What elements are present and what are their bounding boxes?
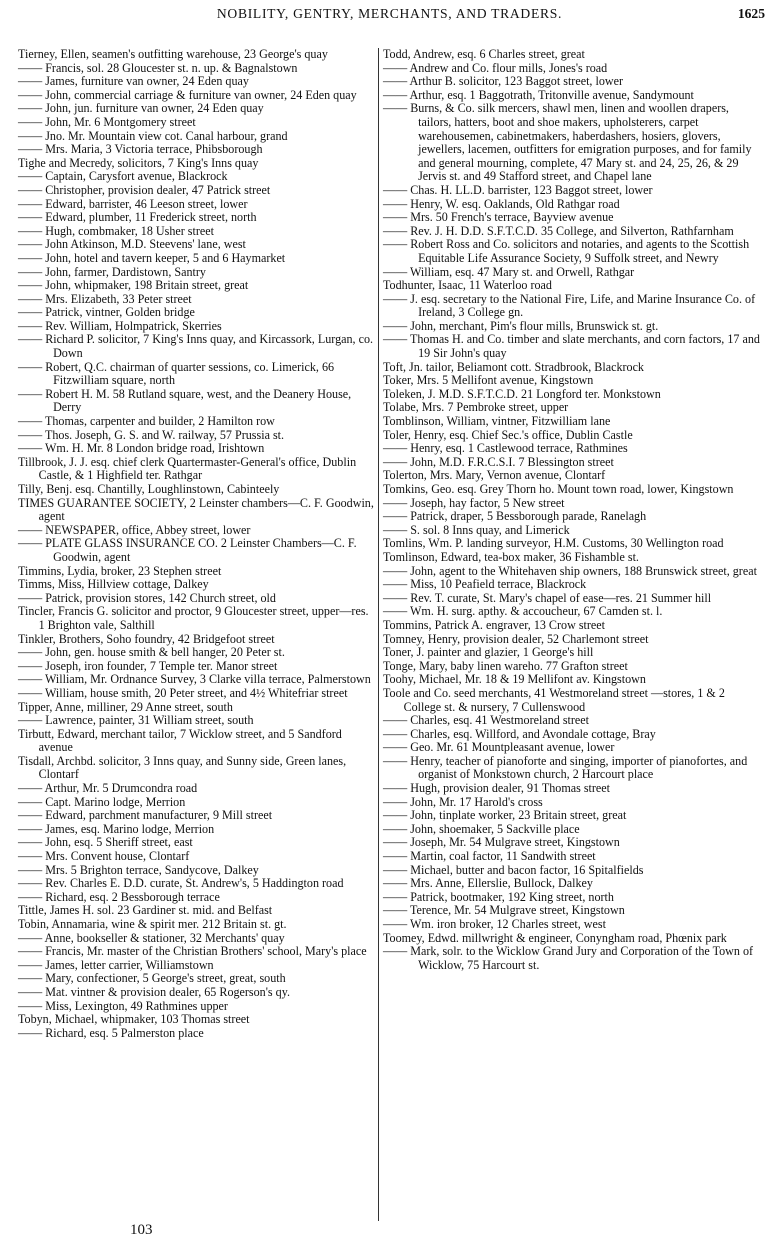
directory-entry: —— Francis, sol. 28 Gloucester st. n. up. & Bagnalstown (18, 60, 298, 75)
directory-entry: —— Charles, esq. 41 Westmoreland street (383, 713, 590, 728)
directory-entry: Toohy, Michael, Mr. 18 & 19 Mellifont av. Kingstown (383, 672, 646, 687)
directory-entry: —— Jno. Mr. Mountain view cot. Canal harbour, grand (18, 128, 288, 143)
directory-entry: —— Wm. H. surg. apthy. & accoucheur, 67 Camden st. l. (383, 604, 663, 619)
directory-entry: —— Arthur, Mr. 5 Drumcondra road (18, 781, 198, 796)
directory-entry: —— William, esq. 47 Mary st. and Orwell, Rathgar (383, 264, 635, 279)
directory-entry: Tillbrook, J. J. esq. chief clerk Quartermaster-General's office, Dublin Castle, & 1 Highfield ter. Rathgar (18, 454, 357, 483)
left-column (18, 48, 376, 1040)
directory-entry: —— Martin, coal factor, 11 Sandwith street (383, 849, 596, 864)
directory-entry: —— Thomas, carpenter and builder, 2 Hamilton row (18, 414, 275, 429)
directory-entry: Tipper, Anne, milliner, 29 Anne street, south (18, 699, 233, 714)
directory-entry: —— Richard P. solicitor, 7 King's Inns quay, and Kircassork, Lurgan, co. Down (18, 332, 374, 361)
directory-entry: Tittle, James H. sol. 23 Gardiner st. mid. and Belfast (18, 903, 273, 918)
directory-entry: —— Andrew and Co. flour mills, Jones's road (383, 60, 608, 75)
directory-entry: —— John, Mr. 17 Harold's cross (383, 794, 543, 809)
directory-entry: —— John, farmer, Dardistown, Santry (18, 264, 206, 279)
directory-entry: —— Arthur B. solicitor, 123 Baggot street, lower (383, 74, 624, 89)
directory-entry: Toner, J. painter and glazier, 1 George's hill (383, 645, 594, 660)
directory-entry: Tolabe, Mrs. 7 Pembroke street, upper (383, 400, 569, 415)
directory-entry: —— William, Mr. Ordnance Survey, 3 Clarke villa terrace, Palmerstown (18, 672, 371, 687)
page-number: 1625 (737, 6, 765, 21)
directory-entry: —— Wm. H. Mr. 8 London bridge road, Irishtown (18, 441, 265, 456)
directory-entry: Toole and Co. seed merchants, 41 Westmoreland street —stores, 1 & 2 College st. & nursery, 7 Cullenswood (383, 685, 725, 714)
directory-entry: —— John, shoemaker, 5 Sackville place (383, 821, 580, 836)
signature-mark: 103 (130, 1222, 153, 1238)
page-title: NOBILITY, GENTRY, MERCHANTS, AND TRADERS. (216, 6, 563, 21)
directory-entry: —— John, commercial carriage & furniture van owner, 24 Eden quay (18, 87, 357, 102)
directory-entry: Tirbutt, Edward, merchant tailor, 7 Wicklow street, and 5 Sandford avenue (18, 726, 342, 755)
directory-entry: —— John, Mr. 6 Montgomery street (18, 114, 196, 129)
directory-entry: —— John, hotel and tavern keeper, 5 and 6 Haymarket (18, 250, 286, 265)
directory-entry: —— Mary, confectioner, 5 George's street, great, south (18, 971, 286, 986)
directory-entry: —— James, furniture van owner, 24 Eden quay (18, 74, 249, 89)
directory-entry: —— J. esq. secretary to the National Fire, Life, and Marine Insurance Co. of Ireland, 3 College gn. (383, 291, 756, 320)
column-divider (378, 48, 379, 1221)
directory-entry: —— Terence, Mr. 54 Mulgrave street, Kingstown (383, 903, 625, 918)
directory-entry: —— Patrick, draper, 5 Bessborough parade, Ranelagh (383, 509, 647, 524)
directory-entry: —— Joseph, hay factor, 5 New street (383, 495, 565, 510)
directory-entry: —— Rev. T. curate, St. Mary's chapel of ease—res. 21 Summer hill (383, 590, 712, 605)
directory-entry: —— John Atkinson, M.D. Steevens' lane, west (18, 237, 246, 252)
directory-entry: Timmins, Lydia, broker, 23 Stephen street (18, 563, 222, 578)
directory-entry: —— Captain, Carysfort avenue, Blackrock (18, 169, 228, 184)
directory-entry: —— Francis, Mr. master of the Christian Brothers' school, Mary's place (18, 944, 367, 959)
directory-entry: Tobyn, Michael, whipmaker, 103 Thomas street (18, 1012, 250, 1027)
directory-entry: —— John, tinplate worker, 23 Britain street, great (383, 808, 627, 823)
directory-entry: —— Joseph, iron founder, 7 Temple ter. Manor street (18, 658, 278, 673)
directory-entry: —— John, esq. 5 Sheriff street, east (18, 835, 193, 850)
directory-entry: —— John, whipmaker, 198 Britain street, great (18, 278, 249, 293)
directory-entry: —— Mrs. Convent house, Clontarf (18, 849, 190, 864)
directory-entry: —— Joseph, Mr. 54 Mulgrave street, Kingstown (383, 835, 620, 850)
directory-entry: —— William, house smith, 20 Peter street, and 4½ Whitefriar street (18, 685, 348, 700)
directory-entry: Tonge, Mary, baby linen wareho. 77 Grafton street (383, 658, 628, 673)
directory-entry: Tolerton, Mrs. Mary, Vernon avenue, Clontarf (383, 468, 606, 483)
right-column (383, 48, 765, 972)
directory-entry: Todd, Andrew, esq. 6 Charles street, great (383, 47, 585, 61)
directory-entry: —— Robert, Q.C. chairman of quarter sessions, co. Limerick, 66 Fitzwilliam square, north (18, 359, 335, 388)
directory-entry: Toler, Henry, esq. Chief Sec.'s office, Dublin Castle (383, 427, 633, 442)
directory-entry: —— Patrick, vintner, Golden bridge (18, 305, 195, 320)
directory-entry: —— Richard, esq. 5 Palmerston place (18, 1025, 204, 1040)
directory-entry: Tighe and Mecredy, solicitors, 7 King's Inns quay (18, 155, 259, 170)
directory-entry: —— John, jun. furniture van owner, 24 Eden quay (18, 101, 264, 116)
directory-entry: —— Christopher, provision dealer, 47 Patrick street (18, 182, 271, 197)
directory-entry: —— Miss, Lexington, 49 Rathmines upper (18, 998, 228, 1013)
page-header (0, 6, 779, 28)
directory-entry: —— Mrs. Maria, 3 Victoria terrace, Phibsborough (18, 142, 263, 157)
directory-entry: —— Mat. vintner & provision dealer, 65 Rogerson's qy. (18, 984, 290, 999)
directory-entry: —— Charles, esq. Willford, and Avondale cottage, Bray (383, 726, 656, 741)
directory-entry: —— NEWSPAPER, office, Abbey street, lower (18, 522, 251, 537)
directory-entry: —— Chas. H. LL.D. barrister, 123 Baggot street, lower (383, 182, 653, 197)
directory-entry: Tomney, Henry, provision dealer, 52 Charlemont street (383, 631, 649, 646)
directory-entry: —— Capt. Marino lodge, Merrion (18, 794, 186, 809)
directory-entry: Tilly, Benj. esq. Chantilly, Loughlinstown, Cabinteely (18, 482, 280, 496)
directory-entry: —— Mrs. 5 Brighton terrace, Sandycove, Dalkey (18, 862, 259, 877)
directory-entry: —— Mrs. 50 French's terrace, Bayview avenue (383, 210, 614, 225)
directory-entry: —— Wm. iron broker, 12 Charles street, west (383, 917, 606, 931)
directory-entry: —— Arthur, esq. 1 Baggotrath, Tritonville avenue, Sandymount (383, 87, 694, 102)
directory-entry: Toft, Jn. tailor, Beliamont cott. Stradbrook, Blackrock (383, 359, 644, 374)
directory-entry: —— Michael, butter and bacon factor, 16 Spitalfields (383, 862, 644, 877)
directory-entry: Toleken, J. M.D. S.F.T.C.D. 21 Longford ter. Monkstown (383, 386, 661, 401)
directory-entry: —— Mrs. Elizabeth, 33 Peter street (18, 291, 192, 306)
directory-entry: Tobin, Annamaria, wine & spirit mer. 212 Britain st. gt. (18, 917, 287, 931)
directory-entry: —— John, merchant, Pim's flour mills, Brunswick st. gt. (383, 318, 659, 333)
directory-entry: Tomblinson, William, vintner, Fitzwilliam lane (383, 414, 611, 429)
directory-entry: —— Geo. Mr. 61 Mountpleasant avenue, lower (383, 740, 615, 755)
directory-entry: —— Lawrence, painter, 31 William street, south (18, 713, 254, 728)
directory-entry: —— James, letter carrier, Williamstown (18, 957, 214, 972)
directory-entry: —— Patrick, bootmaker, 192 King street, north (383, 889, 614, 904)
directory-entry: —— Robert H. M. 58 Rutland square, west, and the Deanery House, Derry (18, 386, 352, 415)
directory-entry: Tomlinson, Edward, tea-box maker, 36 Fishamble st. (383, 549, 639, 564)
directory-entry: —— Edward, plumber, 11 Frederick street, north (18, 210, 257, 225)
directory-entry: —— Miss, 10 Peafield terrace, Blackrock (383, 577, 587, 592)
directory-entry: —— John, M.D. F.R.C.S.I. 7 Blessington street (383, 454, 614, 469)
directory-entry: —— Rev. J. H. D.D. S.F.T.C.D. 35 College, and Silverton, Rathfarnham (383, 223, 734, 238)
directory-entry: Toomey, Edwd. millwright & engineer, Conyngham road, Phœnix park (383, 930, 727, 945)
directory-entry: Tomlins, Wm. P. landing surveyor, H.M. Customs, 30 Wellington road (383, 536, 724, 551)
directory-entry: —— Mrs. Anne, Ellerslie, Bullock, Dalkey (383, 876, 593, 891)
directory-entry: Tisdall, Archbd. solicitor, 3 Inns quay, and Sunny side, Green lanes, Clontarf (18, 753, 347, 782)
directory-entry: —— John, agent to the Whitehaven ship owners, 188 Brunswick street, great (383, 563, 757, 578)
directory-entry: —— Edward, barrister, 46 Leeson street, lower (18, 196, 248, 211)
directory-entry: —— Rev. Charles E. D.D. curate, St. Andrew's, 5 Haddington road (18, 876, 344, 891)
directory-entry: Tommins, Patrick A. engraver, 13 Crow street (383, 617, 606, 632)
directory-entry: Todhunter, Isaac, 11 Waterloo road (383, 278, 552, 293)
directory-entry: —— Patrick, provision stores, 142 Church street, old (18, 590, 276, 605)
directory-entry: —— Mark, solr. to the Wicklow Grand Jury and Corporation of the Town of Wicklow, 75 Harcourt st. (383, 944, 754, 972)
directory-entry: Tincler, Francis G. solicitor and proctor, 9 Gloucester street, upper—res. 1 Brighton vale, Salthill (18, 604, 369, 632)
directory-entry: —— PLATE GLASS INSURANCE CO. 2 Leinster Chambers—C. F. Goodwin, agent (18, 536, 357, 564)
directory-entry: —— Henry, W. esq. Oaklands, Old Rathgar road (383, 196, 620, 211)
directory-entry: —— Henry, teacher of pianoforte and singing, importer of pianofortes, and organist of Monkstown church, 2 Harcourt place (383, 753, 748, 782)
directory-entry: —— Richard, esq. 2 Bessborough terrace (18, 889, 220, 904)
directory-entry: TIMES GUARANTEE SOCIETY, 2 Leinster chambers—C. F. Goodwin, agent (18, 495, 374, 524)
directory-entry: —— Burns, & Co. silk mercers, shawl men, linen and woollen drapers, tailors, hatters, boot and shoe makers, upholsterers, carpet warehousemen, cabinetmakers, haberdashers, hosiers, glovers, jewellers, lacemen, outfitters for emigration purposes, and for family and general mourning, complete, 47 Mary st. and 24, 25, 26, & 29 Jervis st. and 49 Stafford street, and Chapel lane (383, 101, 752, 184)
directory-entry: —— John, gen. house smith & bell hanger, 20 Peter st. (18, 645, 285, 660)
directory-entry: —— James, esq. Marino lodge, Merrion (18, 821, 215, 836)
directory-entry: —— Hugh, provision dealer, 91 Thomas street (383, 781, 611, 796)
directory-entry: Tomkins, Geo. esq. Grey Thorn ho. Mount town road, lower, Kingstown (383, 482, 734, 496)
directory-entry: Toker, Mrs. 5 Mellifont avenue, Kingstown (383, 373, 594, 388)
directory-entry: Tierney, Ellen, seamen's outfitting warehouse, 23 George's quay (18, 47, 328, 61)
directory-entry: —— Robert Ross and Co. solicitors and notaries, and agents to the Scottish Equitable Life Assurance Society, 9 Suffolk street, and Newry (383, 237, 750, 265)
directory-entry: —— Thomas H. and Co. timber and slate merchants, and corn factors, 17 and 19 Sir John's quay (383, 332, 760, 361)
directory-entry: —— Rev. William, Holmpatrick, Skerries (18, 318, 222, 333)
directory-entry: Timms, Miss, Hillview cottage, Dalkey (18, 577, 209, 592)
directory-entry: —— Thos. Joseph, G. S. and W. railway, 57 Prussia st. (18, 427, 285, 442)
directory-entry: Tinkler, Brothers, Soho foundry, 42 Bridgefoot street (18, 631, 275, 646)
directory-entry: —— Hugh, combmaker, 18 Usher street (18, 223, 214, 238)
directory-entry: —— S. sol. 8 Inns quay, and Limerick (383, 522, 570, 537)
directory-entry: —— Henry, esq. 1 Castlewood terrace, Rathmines (383, 441, 628, 456)
directory-entry: —— Edward, parchment manufacturer, 9 Mill street (18, 808, 273, 823)
directory-entry: —— Anne, bookseller & stationer, 32 Merchants' quay (18, 930, 285, 945)
